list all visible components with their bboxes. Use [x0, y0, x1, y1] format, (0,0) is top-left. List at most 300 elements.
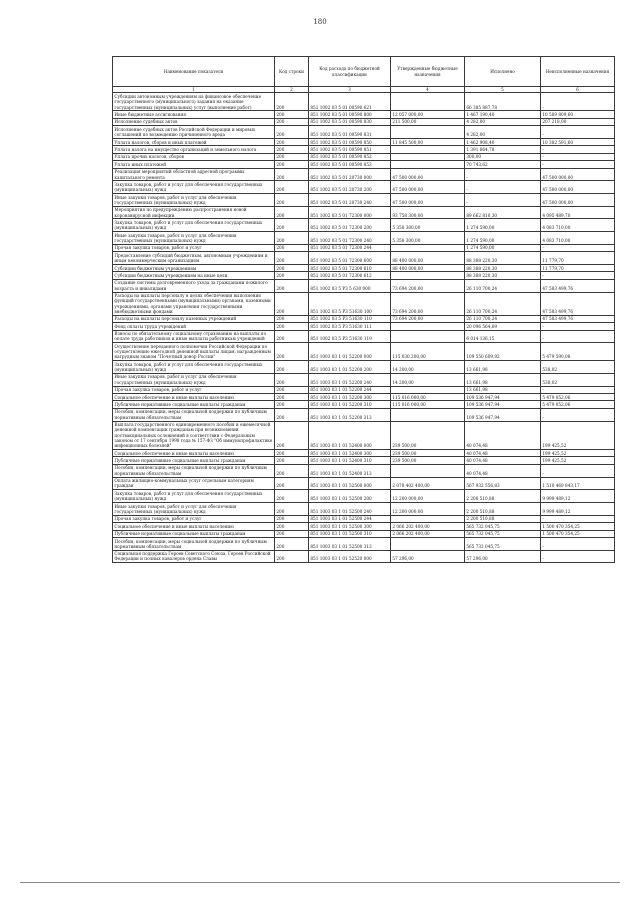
table-row — [113, 232, 615, 245]
table-row — [113, 330, 615, 343]
cell-indicator-name: Закупка товаров, работ и услуг для обеспечения государственных (муниципальных) нужд — [113, 219, 275, 232]
cell-indicator-name: Уплата налогов, сборов и иных платежей — [113, 138, 275, 145]
footer-divider — [20, 882, 620, 883]
cell-indicator-name: Иные закупки товаров, работ и услуг для обеспечения государственных (муниципальных) нужд — [113, 232, 275, 245]
cell-budget-code: 851 1003 03 1 01 52400 313 — [309, 464, 391, 477]
cell-remaining: - — [541, 161, 615, 168]
table-row — [113, 206, 615, 219]
table-row — [113, 373, 615, 386]
cell-approved: 14 200,00 — [391, 373, 465, 386]
cell-executed: 26 110 700,24 — [465, 279, 541, 292]
cell-approved: 2 066 202 400,00 — [391, 523, 465, 530]
table-row — [113, 386, 615, 393]
cell-indicator-name: Прочая закупка товаров, работ и услуг — [113, 515, 275, 522]
cell-remaining: 11 779,70 — [541, 264, 615, 271]
cell-row-code: 200 — [275, 194, 309, 207]
cell-executed: 57 296,00 — [465, 550, 541, 563]
table-row — [113, 315, 615, 322]
cell-row-code: 200 — [275, 315, 309, 322]
column-number: 2 — [275, 87, 309, 93]
cell-executed: 109 536 947,94 — [465, 408, 541, 421]
cell-indicator-name: Исполнение судебных актов — [113, 118, 275, 125]
cell-approved: 239 500,00 — [391, 450, 465, 457]
cell-remaining: 207 218,00 — [541, 118, 615, 125]
cell-row-code: 200 — [275, 279, 309, 292]
cell-approved: 12 057 000,00 — [391, 111, 465, 118]
cell-budget-code: 851 1003 03 1 01 52200 310 — [309, 401, 391, 408]
cell-executed: 13 661,98 — [465, 361, 541, 374]
cell-executed: 2 200 510,88 — [465, 490, 541, 503]
table-row — [113, 146, 615, 153]
cell-indicator-name: Расходы на выплаты персоналу казенных учреждений — [113, 315, 275, 322]
cell-row-code: 200 — [275, 330, 309, 343]
cell-row-code: 200 — [275, 421, 309, 449]
cell-approved: 12 200 000,00 — [391, 490, 465, 503]
cell-executed: 565 732 045,75 — [465, 523, 541, 530]
cell-remaining: 4 083 710,00 — [541, 219, 615, 232]
cell-budget-code: 851 1002 03 5 P3 51630 119 — [309, 330, 391, 343]
cell-budget-code: 851 1003 03 1 01 52200 244 — [309, 386, 391, 393]
cell-row-code: 200 — [275, 168, 309, 181]
cell-executed: 13 661,98 — [465, 373, 541, 386]
cell-budget-code: 851 1002 03 5 01 00590 853 — [309, 161, 391, 168]
table-row — [113, 502, 615, 515]
cell-executed: 20 096 564,09 — [465, 323, 541, 330]
cell-executed: 40 074,48 — [465, 421, 541, 449]
cell-remaining: 538,02 — [541, 373, 615, 386]
cell-budget-code: 851 1002 03 5 01 00590 800 — [309, 111, 391, 118]
cell-indicator-name: Социальное обеспечение и иные выплаты населению — [113, 394, 275, 401]
cell-budget-code: 851 1002 03 5 P3 5 630 000 — [309, 279, 391, 292]
cell-row-code: 200 — [275, 272, 309, 279]
cell-executed: - — [465, 168, 541, 181]
cell-row-code: 200 — [275, 252, 309, 265]
cell-approved: 47 500 000,00 — [391, 194, 465, 207]
cell-row-code: 200 — [275, 93, 309, 111]
cell-budget-code: 851 1003 03 1 01 52500 200 — [309, 490, 391, 503]
cell-budget-code: 851 1003 03 1 01 52400 000 — [309, 421, 391, 449]
cell-budget-code: 851 1002 03 5 01 00590 851 — [309, 146, 391, 153]
cell-executed: 2 200 510,88 — [465, 502, 541, 515]
cell-row-code: 200 — [275, 373, 309, 386]
cell-indicator-name: Пособия, компенсации, меры социальной поддержки по публичным нормативным обязательствам — [113, 408, 275, 421]
cell-indicator-name: Иные закупки товаров, работ и услуг для обеспечения государственных (муниципальных) нужд — [113, 373, 275, 386]
cell-remaining: 5 479 052,06 — [541, 394, 615, 401]
cell-remaining: 1 500 470 354,25 — [541, 523, 615, 530]
table-row — [113, 515, 615, 522]
table-row — [113, 252, 615, 265]
cell-remaining: 199 425,52 — [541, 457, 615, 464]
cell-remaining: 47 583 499,76 — [541, 315, 615, 322]
cell-executed: 1 274 590,00 — [465, 244, 541, 251]
cell-remaining: 47 583 499,76 — [541, 279, 615, 292]
cell-approved — [391, 93, 465, 111]
cell-remaining: 9 999 489,12 — [541, 490, 615, 503]
cell-indicator-name: Уплата иных платежей — [113, 161, 275, 168]
cell-approved: 5 358 300,00 — [391, 232, 465, 245]
cell-budget-code: 851 1003 03 1 01 52200 000 — [309, 343, 391, 361]
cell-indicator-name: Субсидии автономным учреждениям на финансовое обеспечение государственного (муниципального) задания на оказание государственных (муниципальных) услуг (выполнение работ) — [113, 93, 275, 111]
cell-budget-code: 851 1002 03 5 01 00590 850 — [309, 138, 391, 145]
cell-row-code: 200 — [275, 464, 309, 477]
cell-indicator-name: Иные закупки товаров, работ и услуг для обеспечения государственных (муниципальных) нужд — [113, 502, 275, 515]
cell-executed: 300,00 — [465, 153, 541, 160]
column-number: 1 — [113, 87, 275, 93]
cell-approved: 73 694 200,00 — [391, 315, 465, 322]
cell-approved — [391, 323, 465, 330]
cell-approved — [391, 464, 465, 477]
cell-row-code: 200 — [275, 408, 309, 421]
cell-remaining: - — [541, 153, 615, 160]
cell-executed: 88 388 220,30 — [465, 264, 541, 271]
table-row — [113, 464, 615, 477]
cell-row-code: 200 — [275, 386, 309, 393]
cell-row-code: 200 — [275, 550, 309, 563]
table-row — [113, 93, 615, 111]
cell-approved: 2 078 402 400,00 — [391, 477, 465, 490]
cell-indicator-name: Иные закупки товаров, работ и услуг для обеспечения государственных (муниципальных) нужд — [113, 194, 275, 207]
cell-indicator-name: Пособия, компенсации, меры социальной поддержки по публичным нормативным обязательствам — [113, 464, 275, 477]
cell-row-code: 200 — [275, 206, 309, 219]
cell-executed: 2 200 510,88 — [465, 515, 541, 522]
cell-remaining: 199 425,52 — [541, 450, 615, 457]
cell-approved: 14 200,00 — [391, 361, 465, 374]
table-row — [113, 457, 615, 464]
cell-remaining: 11 779,70 — [541, 252, 615, 265]
cell-approved — [391, 146, 465, 153]
cell-approved: 57 296,00 — [391, 550, 465, 563]
cell-indicator-name: Исполнение судебных актов Российской Федерации и мировых соглашений по возмещению причиненного вреда — [113, 126, 275, 139]
table-row — [113, 537, 615, 550]
table-row — [113, 394, 615, 401]
cell-executed: 109 536 947,94 — [465, 401, 541, 408]
table-body — [113, 93, 615, 563]
cell-indicator-name: Закупка товаров, работ и услуг для обеспечения государственных (муниципальных) нужд — [113, 181, 275, 194]
table-row — [113, 279, 615, 292]
cell-remaining: - — [541, 330, 615, 343]
cell-budget-code: 851 1003 03 1 01 52400 300 — [309, 450, 391, 457]
cell-remaining: 1 510 469 843,17 — [541, 477, 615, 490]
cell-remaining: 4 083 710,00 — [541, 232, 615, 245]
cell-remaining: 5 479 052,06 — [541, 401, 615, 408]
cell-row-code: 200 — [275, 394, 309, 401]
cell-approved: 47 500 000,00 — [391, 168, 465, 181]
cell-remaining: - — [541, 126, 615, 139]
cell-budget-code: 851 1002 03 5 01 72300 200 — [309, 219, 391, 232]
cell-budget-code: 851 1003 03 1 01 52500 244 — [309, 515, 391, 522]
column-number: 6 — [541, 87, 615, 93]
cell-budget-code: 851 1003 03 1 01 52200 240 — [309, 373, 391, 386]
cell-executed: 6 014 136,15 — [465, 330, 541, 343]
column-number: 3 — [309, 87, 391, 93]
cell-budget-code: 851 1003 03 1 01 52500 300 — [309, 523, 391, 530]
cell-remaining: - — [541, 464, 615, 477]
cell-remaining: - — [541, 323, 615, 330]
table-row — [113, 408, 615, 421]
budget-execution-table-container — [112, 56, 614, 563]
cell-approved — [391, 408, 465, 421]
cell-remaining: 4 095 489,70 — [541, 206, 615, 219]
table-row — [113, 272, 615, 279]
cell-executed: - — [465, 194, 541, 207]
cell-row-code: 200 — [275, 477, 309, 490]
cell-indicator-name: Прочая закупка товаров, работ и услуг — [113, 244, 275, 251]
cell-remaining: 47 500 000,00 — [541, 168, 615, 181]
cell-executed: 70 743,62 — [465, 161, 541, 168]
cell-indicator-name: Реализация мероприятий областной адресной программы капитального ремонта — [113, 168, 275, 181]
table-row — [113, 361, 615, 374]
cell-budget-code: 851 1002 03 5 01 72300 244 — [309, 244, 391, 251]
cell-indicator-name: Публичные нормативные социальные выплаты гражданам — [113, 457, 275, 464]
cell-approved: 88 400 000,00 — [391, 264, 465, 271]
cell-approved — [391, 153, 465, 160]
cell-remaining: - — [541, 244, 615, 251]
cell-approved — [391, 537, 465, 550]
cell-budget-code: 851 1002 03 5 01 72300 610 — [309, 264, 391, 271]
table-row — [113, 490, 615, 503]
cell-row-code: 200 — [275, 153, 309, 160]
header-executed: Исполнено — [465, 57, 541, 87]
budget-execution-table — [112, 56, 615, 563]
cell-row-code: 200 — [275, 537, 309, 550]
cell-remaining: - — [541, 537, 615, 550]
cell-row-code: 200 — [275, 126, 309, 139]
cell-executed: 4 282,00 — [465, 126, 541, 139]
cell-executed: 88 388 220,30 — [465, 272, 541, 279]
cell-indicator-name: Прочая закупка товаров, работ и услуг — [113, 386, 275, 393]
cell-budget-code: 851 1003 03 1 01 52500 310 — [309, 530, 391, 537]
cell-remaining: 538,02 — [541, 361, 615, 374]
cell-indicator-name: Оплата жилищно-коммунальных услуг отдельным категориям граждан — [113, 477, 275, 490]
cell-indicator-name: Субсидии бюджетным учреждениям на иные цели — [113, 272, 275, 279]
header-indicator-name: Наименование показателя — [113, 57, 275, 87]
table-row — [113, 323, 615, 330]
cell-indicator-name: Уплата налога на имущество организаций и земельного налога — [113, 146, 275, 153]
cell-approved: 47 500 000,00 — [391, 181, 465, 194]
table-row — [113, 244, 615, 251]
cell-executed: 109 550 609,92 — [465, 343, 541, 361]
cell-executed: 40 074,48 — [465, 464, 541, 477]
cell-budget-code: 851 1002 03 5 P3 51630 111 — [309, 323, 391, 330]
cell-approved: 11 845 500,00 — [391, 138, 465, 145]
cell-indicator-name: Осуществление переданного полномочия Российской Федерации по осуществлению ежегодной денежной выплаты лицам, награжденным нагрудным знаком "Почетный донор России" — [113, 343, 275, 361]
cell-approved — [391, 244, 465, 251]
cell-executed: 1 391 864,78 — [465, 146, 541, 153]
cell-indicator-name: Социальное обеспечение и иные выплаты населению — [113, 523, 275, 530]
cell-budget-code: 851 1002 03 5 01 72300 000 — [309, 206, 391, 219]
cell-executed: 1 274 590,00 — [465, 232, 541, 245]
cell-indicator-name: Закупка товаров, работ и услуг для обеспечения государственных (муниципальных) нужд — [113, 490, 275, 503]
table-row — [113, 126, 615, 139]
cell-budget-code: 851 1003 03 1 01 52520 000 — [309, 550, 391, 563]
cell-budget-code: 851 1002 03 5 01 72300 600 — [309, 252, 391, 265]
cell-budget-code: 851 1003 03 1 01 52200 300 — [309, 394, 391, 401]
cell-remaining: - — [541, 408, 615, 421]
cell-budget-code: 851 1002 03 5 01 72300 612 — [309, 272, 391, 279]
page-number: 180 — [313, 18, 327, 26]
header-approved: Утвержденные бюджетные назначения — [391, 57, 465, 87]
cell-remaining: - — [541, 550, 615, 563]
table-row — [113, 477, 615, 490]
table-row — [113, 401, 615, 408]
cell-approved: 12 200 000,00 — [391, 502, 465, 515]
table-row — [113, 550, 615, 563]
cell-executed: 4 282,00 — [465, 118, 541, 125]
cell-indicator-name: Закупка товаров, работ и услуг для обеспечения государственных (муниципальных) нужд — [113, 361, 275, 374]
cell-indicator-name: Фонд оплаты труда учреждений — [113, 323, 275, 330]
table-row — [113, 111, 615, 118]
cell-budget-code: 851 1002 03 5 01 00590 852 — [309, 153, 391, 160]
cell-row-code: 200 — [275, 146, 309, 153]
table-row — [113, 450, 615, 457]
cell-executed: 1 274 590,00 — [465, 219, 541, 232]
cell-executed: 1 467 190,40 — [465, 111, 541, 118]
header-row-code: Код строки — [275, 57, 309, 87]
cell-row-code: 200 — [275, 457, 309, 464]
cell-budget-code: 851 1002 03 5 01 20730 000 — [309, 168, 391, 181]
cell-row-code: 200 — [275, 232, 309, 245]
cell-indicator-name: Социальное обеспечение и иные выплаты населению — [113, 450, 275, 457]
cell-executed: 13 661,98 — [465, 386, 541, 393]
cell-indicator-name: Создание системы долговременного ухода за гражданами пожилого возраста и инвалидами — [113, 279, 275, 292]
cell-indicator-name: Мероприятия по предупреждению распространения новой коронавирусной инфекции — [113, 206, 275, 219]
cell-approved: 88 400 000,00 — [391, 252, 465, 265]
cell-row-code: 200 — [275, 490, 309, 503]
table-row — [113, 168, 615, 181]
cell-executed: 26 110 700,24 — [465, 315, 541, 322]
cell-indicator-name: Предоставление субсидий бюджетным, автономным учреждениям и иным некоммерческим организациям — [113, 252, 275, 265]
cell-row-code: 200 — [275, 264, 309, 271]
table-row — [113, 292, 615, 315]
table-row — [113, 343, 615, 361]
table-row — [113, 161, 615, 168]
cell-remaining: - — [541, 515, 615, 522]
cell-approved: 93 758 300,00 — [391, 206, 465, 219]
cell-row-code: 200 — [275, 181, 309, 194]
cell-approved — [391, 272, 465, 279]
cell-approved: 239 500,00 — [391, 421, 465, 449]
cell-row-code: 200 — [275, 118, 309, 125]
cell-approved: 73 694 200,00 — [391, 292, 465, 315]
cell-approved: 239 500,00 — [391, 457, 465, 464]
cell-budget-code: 851 1003 03 1 01 52200 200 — [309, 361, 391, 374]
cell-row-code: 200 — [275, 361, 309, 374]
cell-approved: 5 358 300,00 — [391, 219, 465, 232]
cell-executed: 567 932 556,83 — [465, 477, 541, 490]
cell-approved — [391, 386, 465, 393]
cell-row-code: 200 — [275, 323, 309, 330]
cell-approved — [391, 330, 465, 343]
cell-indicator-name: Субсидии бюджетным учреждениям — [113, 264, 275, 271]
cell-executed: 109 536 947,94 — [465, 394, 541, 401]
cell-executed: 565 732 045,75 — [465, 530, 541, 537]
cell-row-code: 200 — [275, 111, 309, 118]
cell-row-code: 200 — [275, 343, 309, 361]
column-number: 4 — [391, 87, 465, 93]
cell-row-code: 200 — [275, 515, 309, 522]
cell-remaining: - — [541, 386, 615, 393]
cell-approved — [391, 126, 465, 139]
cell-indicator-name: Пособия, компенсации, меры социальной поддержки по публичным нормативным обязательствам — [113, 537, 275, 550]
table-header-row — [113, 57, 615, 87]
cell-remaining: 199 425,52 — [541, 421, 615, 449]
cell-row-code: 200 — [275, 161, 309, 168]
cell-executed: 88 388 220,30 — [465, 252, 541, 265]
cell-indicator-name: Взносы по обязательному социальному страхованию на выплаты по оплате труда работников и иные выплаты работникам учреждений — [113, 330, 275, 343]
cell-approved: 115 030 200,00 — [391, 343, 465, 361]
cell-indicator-name: Расходы на выплаты персоналу в целях обеспечения выполнения функций государственными (муниципальными) органами, казенными учреждениями, органами управления государственными внебюджетными фондами — [113, 292, 275, 315]
cell-executed: 66 385 887,78 — [465, 93, 541, 111]
cell-row-code: 200 — [275, 401, 309, 408]
cell-remaining: 1 500 470 354,25 — [541, 530, 615, 537]
cell-remaining: 10 589 809,60 — [541, 111, 615, 118]
table-row — [113, 530, 615, 537]
cell-approved: 2 066 202 400,00 — [391, 530, 465, 537]
cell-indicator-name: Выплата государственного единовременного пособия и ежемесячной денежной компенсации гражданам при возникновении поствакцинальных осложнений в соответствии с Федеральным законом от 17 сентября 1998 года № 157-ФЗ "Об иммунопрофилактике инфекционных болезней" — [113, 421, 275, 449]
cell-budget-code: 851 1002 03 5 01 20730 200 — [309, 181, 391, 194]
table-row — [113, 138, 615, 145]
cell-row-code: 200 — [275, 219, 309, 232]
cell-budget-code: 851 1003 03 1 01 52500 313 — [309, 537, 391, 550]
cell-budget-code: 851 1003 03 1 01 52500 000 — [309, 477, 391, 490]
cell-indicator-name: Социальная поддержка Героев Советского Союза, Героев Российской Федерации и полных кавалеров ордена Славы — [113, 550, 275, 563]
cell-budget-code: 851 1002 03 5 01 72300 240 — [309, 232, 391, 245]
table-row — [113, 523, 615, 530]
cell-remaining: 9 999 489,12 — [541, 502, 615, 515]
table-row — [113, 181, 615, 194]
cell-row-code: 200 — [275, 292, 309, 315]
cell-row-code: 200 — [275, 138, 309, 145]
cell-budget-code: 851 1003 03 1 01 52500 240 — [309, 502, 391, 515]
cell-budget-code: 851 1003 03 1 01 52400 310 — [309, 457, 391, 464]
cell-executed: - — [465, 181, 541, 194]
table-row — [113, 118, 615, 125]
cell-budget-code: 851 1002 03 5 01 00590 830 — [309, 118, 391, 125]
cell-indicator-name: Публичные нормативные социальные выплаты гражданам — [113, 401, 275, 408]
cell-remaining: 47 500 000,00 — [541, 194, 615, 207]
cell-row-code: 200 — [275, 523, 309, 530]
cell-approved: 115 016 000,00 — [391, 394, 465, 401]
cell-row-code: 200 — [275, 502, 309, 515]
cell-executed: 40 074,48 — [465, 457, 541, 464]
cell-remaining: - — [541, 272, 615, 279]
column-number: 5 — [465, 87, 541, 93]
cell-approved: 73 694 200,00 — [391, 279, 465, 292]
cell-budget-code: 851 1002 03 5 01 00590 621 — [309, 93, 391, 111]
cell-row-code: 200 — [275, 530, 309, 537]
cell-remaining: - — [541, 93, 615, 111]
cell-indicator-name: Иные бюджетные ассигнования — [113, 111, 275, 118]
cell-approved: 211 500,00 — [391, 118, 465, 125]
cell-remaining: 5 479 590,08 — [541, 343, 615, 361]
cell-budget-code: 851 1002 03 5 01 20730 240 — [309, 194, 391, 207]
cell-budget-code: 851 1002 03 5 P3 51630 110 — [309, 315, 391, 322]
cell-executed: 40 074,48 — [465, 450, 541, 457]
cell-budget-code: 851 1003 03 1 01 52200 313 — [309, 408, 391, 421]
cell-approved — [391, 161, 465, 168]
cell-remaining: 10 382 591,60 — [541, 138, 615, 145]
table-row — [113, 219, 615, 232]
header-remaining: Неисполненные назначения — [541, 57, 615, 87]
cell-row-code: 200 — [275, 450, 309, 457]
cell-executed: 565 732 045,75 — [465, 537, 541, 550]
cell-executed: 26 110 700,24 — [465, 292, 541, 315]
cell-remaining: 47 583 499,76 — [541, 292, 615, 315]
cell-executed: 89 662 810,30 — [465, 206, 541, 219]
cell-budget-code: 851 1002 03 5 01 00590 831 — [309, 126, 391, 139]
table-row — [113, 421, 615, 449]
table-row — [113, 194, 615, 207]
